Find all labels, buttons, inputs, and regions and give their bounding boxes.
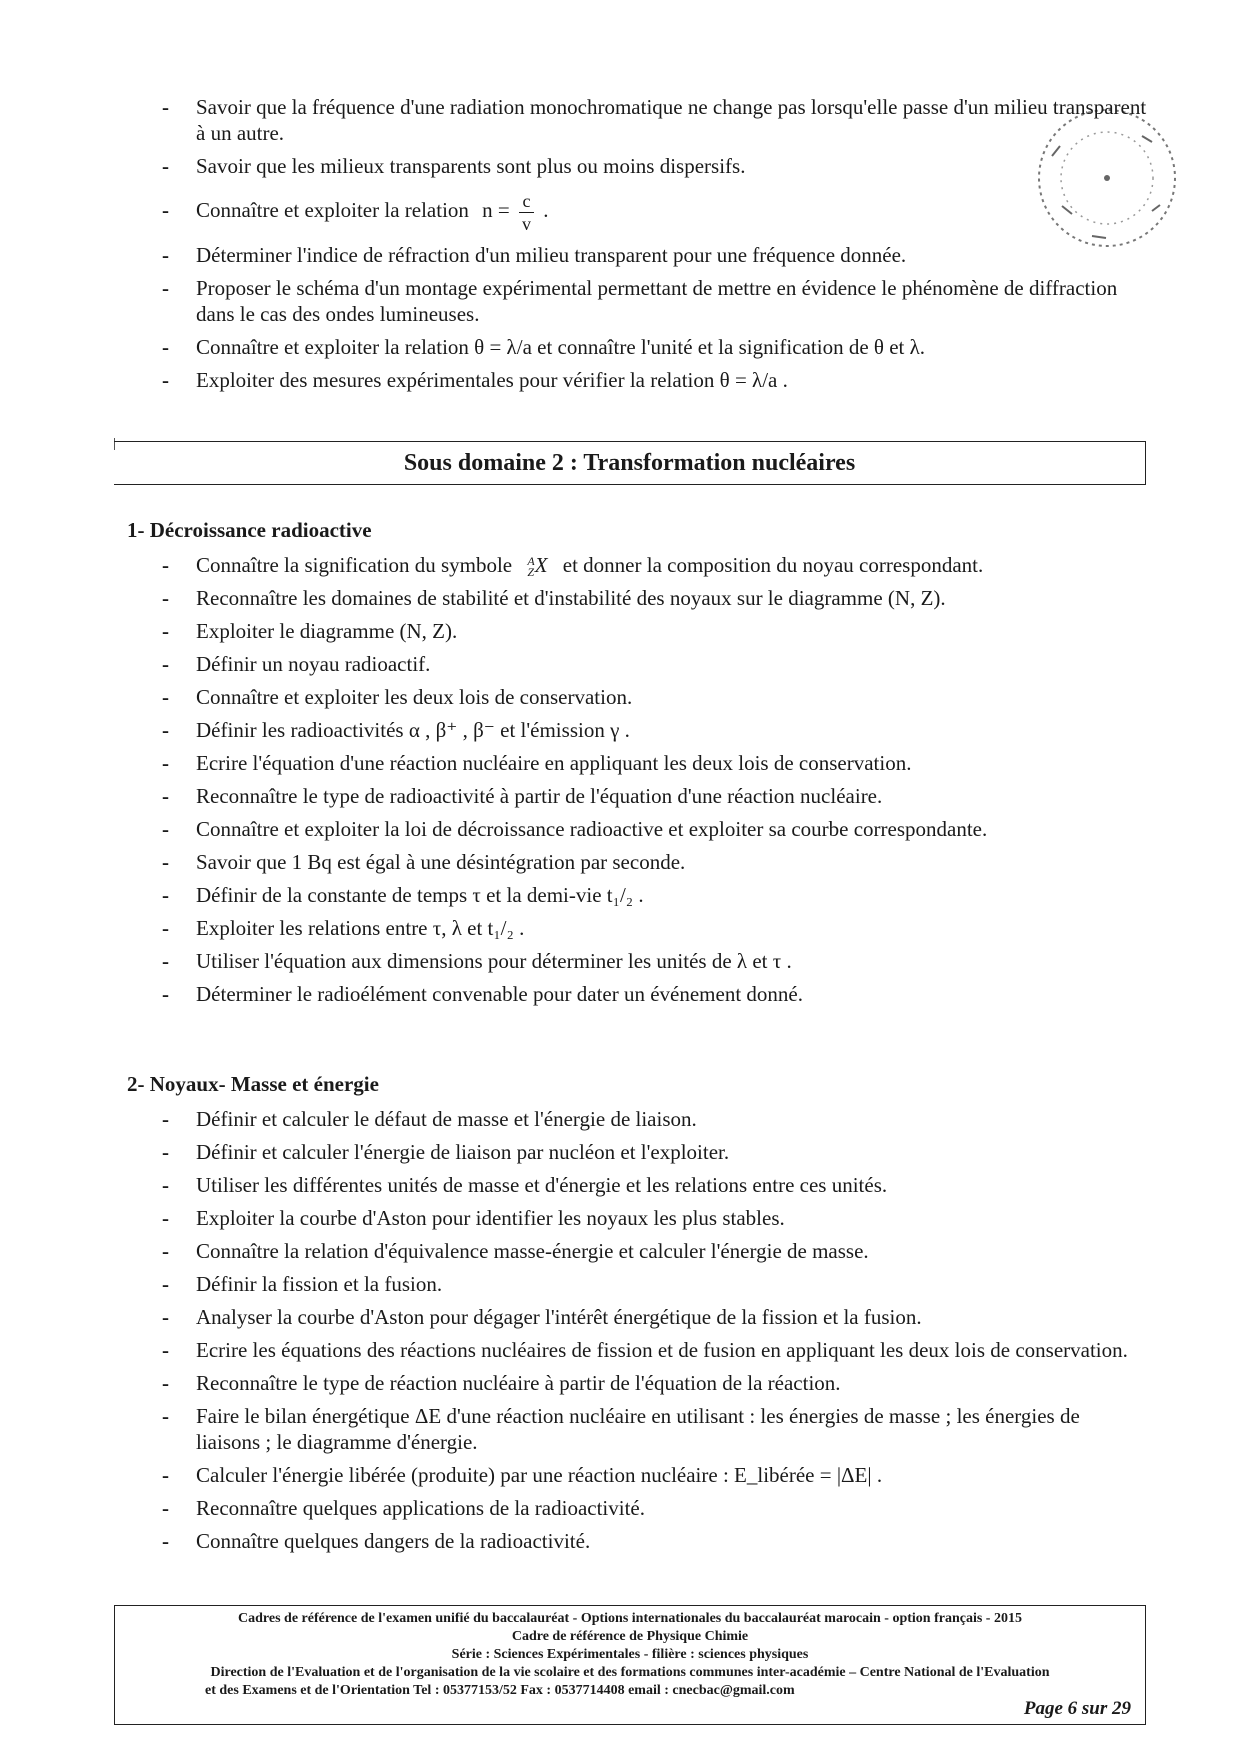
list-item — [162, 186, 1147, 235]
list-item: - Définir les radioactivités α , β⁺ , β⁻ et l'émission γ . — [162, 717, 1147, 743]
list-item: - Savoir que la fréquence d'une radiation monochromatique ne change pas lorsqu'elle passe d'un milieu transparent à un autre. — [162, 94, 1147, 146]
item-text: Connaître la signification du symbole — [196, 553, 513, 577]
sous-domaine-banner — [114, 441, 1146, 485]
fraction-denominator: v — [522, 213, 531, 234]
decroissance-objectives-list — [162, 552, 1147, 1014]
mass-number: A — [527, 554, 535, 569]
list-item: - Déterminer le radioélément convenable pour dater un événement donné. — [162, 981, 1147, 1007]
footer-line: Série : Sciences Expérimentales - filière : sciences physiques — [451, 1647, 809, 1662]
item-text: et donner la composition du noyau correspondant. — [562, 553, 984, 577]
list-item: - Exploiter la courbe d'Aston pour identifier les noyaux les plus stables. — [162, 1205, 1147, 1231]
list-item: - Exploiter le diagramme (N, Z). — [162, 618, 1147, 644]
fraction-numerator: c — [519, 190, 534, 213]
equation-lhs: n = — [482, 198, 510, 222]
sous-domaine-title: Sous domaine 2 : Transformation nucléaires — [403, 449, 856, 476]
list-item: - Exploiter les relations entre τ, λ et t₁/₂ . — [162, 915, 1147, 941]
list-item: - Analyser la courbe d'Aston pour dégager l'intérêt énergétique de la fission et la fusion. — [162, 1304, 1147, 1330]
page-footer — [114, 1605, 1146, 1725]
list-item: - Connaître et exploiter les deux lois de conservation. — [162, 684, 1147, 710]
list-item: - Calculer l'énergie libérée (produite) par une réaction nucléaire : E_libérée = |ΔE| . — [162, 1462, 1147, 1488]
fraction-c-over-v — [519, 190, 534, 235]
list-item: - Faire le bilan énergétique ΔE d'une réaction nucléaire en utilisant : les énergies de masse ; les énergies de liaisons ; le diagramme d'énergie. — [162, 1403, 1147, 1455]
footer-line: Cadre de référence de Physique Chimie — [511, 1629, 749, 1644]
atomic-number: Z — [527, 565, 535, 580]
list-item: - Reconnaître quelques applications de la radioactivité. — [162, 1495, 1147, 1521]
masse-energie-objectives-list — [162, 1106, 1147, 1561]
list-item: - Ecrire l'équation d'une réaction nucléaire en appliquant les deux lois de conservation. — [162, 750, 1147, 776]
section-heading: 2- Noyaux- Masse et énergie — [127, 1072, 379, 1096]
list-item: - Savoir que les milieux transparents sont plus ou moins dispersifs. — [162, 153, 1147, 179]
nucleus-symbol — [527, 552, 547, 578]
list-item: - Définir la fission et la fusion. — [162, 1271, 1147, 1297]
list-item: - Connaître quelques dangers de la radioactivité. — [162, 1528, 1147, 1554]
list-item: - Ecrire les équations des réactions nucléaires de fission et de fusion en appliquant les deux lois de conservation. — [162, 1337, 1147, 1363]
top-objectives-list — [162, 94, 1147, 400]
list-item: - Connaître et exploiter la relation θ = λ/a et connaître l'unité et la signification de θ et λ. — [162, 334, 1147, 360]
list-item: - Reconnaître le type de réaction nucléaire à partir de l'équation de la réaction. — [162, 1370, 1147, 1396]
equation-dot: . — [543, 198, 549, 222]
footer-line: Direction de l'Evaluation et de l'organisation de la vie scolaire et des formations communes inter-académie – Centre National de l'Evaluation — [210, 1665, 1050, 1680]
list-item: - Connaître la relation d'équivalence masse-énergie et calculer l'énergie de masse. — [162, 1238, 1147, 1264]
section-heading: 1- Décroissance radioactive — [127, 518, 372, 542]
list-item: - Définir de la constante de temps τ et la demi-vie t₁/₂ . — [162, 882, 1147, 908]
footer-line: Cadres de référence de l'examen unifié du baccalauréat - Options internationales du baccalauréat marocain - option français - 2015 — [238, 1611, 1022, 1626]
list-item: - Connaître et exploiter la loi de décroissance radioactive et exploiter sa courbe correspondante. — [162, 816, 1147, 842]
footer-line: et des Examens et de l'Orientation Tel : 05377153/52 Fax : 0537714408 email : cnecbac@gmail.com — [205, 1683, 795, 1698]
list-item: - Définir et calculer le défaut de masse et l'énergie de liaison. — [162, 1106, 1147, 1132]
list-item: - Reconnaître le type de radioactivité à partir de l'équation d'une réaction nucléaire. — [162, 783, 1147, 809]
list-item — [162, 552, 1147, 578]
list-item: - Déterminer l'indice de réfraction d'un milieu transparent pour une fréquence donnée. — [162, 242, 1147, 268]
list-item: - Définir et calculer l'énergie de liaison par nucléon et l'exploiter. — [162, 1139, 1147, 1165]
page-number: Page 6 sur 29 — [1023, 1698, 1131, 1719]
list-item: - Proposer le schéma d'un montage expérimental permettant de mettre en évidence le phénomène de diffraction dans le cas des ondes lumineuses. — [162, 275, 1147, 327]
element-letter: X — [534, 553, 548, 577]
list-item: - Exploiter des mesures expérimentales pour vérifier la relation θ = λ/a . — [162, 367, 1147, 393]
item-text: Connaître et exploiter la relation — [196, 198, 469, 222]
list-item: - Utiliser l'équation aux dimensions pour déterminer les unités de λ et τ . — [162, 948, 1147, 974]
list-item: - Utiliser les différentes unités de masse et d'énergie et les relations entre ces unités. — [162, 1172, 1147, 1198]
list-item: - Reconnaître les domaines de stabilité et d'instabilité des noyaux sur le diagramme (N, Z). — [162, 585, 1147, 611]
list-item: - Savoir que 1 Bq est égal à une désintégration par seconde. — [162, 849, 1147, 875]
list-item: - Définir un noyau radioactif. — [162, 651, 1147, 677]
